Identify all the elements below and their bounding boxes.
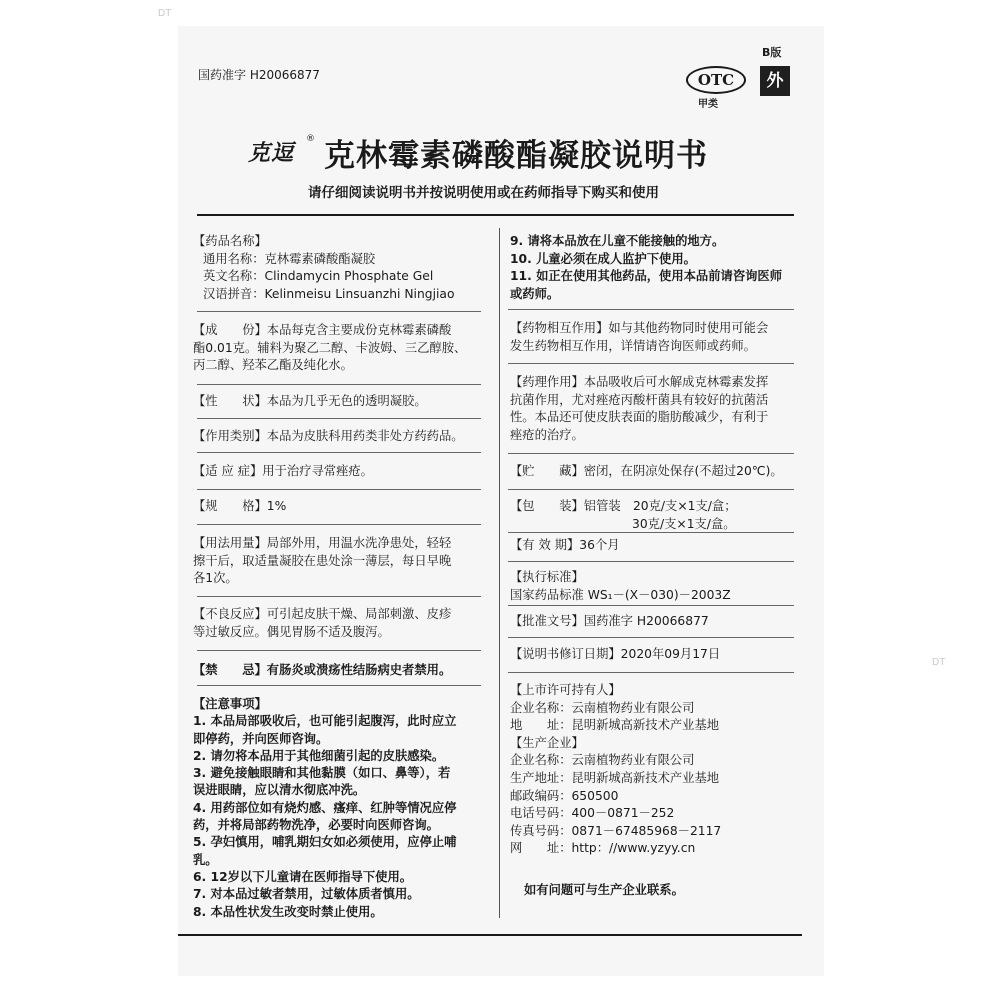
indication-section	[193, 463, 485, 481]
precaution-line: 5. 孕妇慎用，哺乳期妇女如必须使用，应停止哺	[193, 835, 457, 850]
spec-section	[193, 498, 485, 516]
precaution-line: 4. 用药部位如有烧灼感、瘙痒、红肿等情况应停	[193, 800, 457, 815]
watermark: DT	[158, 8, 172, 19]
validity-text: 【有 效 期】36个月	[510, 538, 620, 552]
usage-section	[193, 535, 485, 588]
precaution-line: 或药师。	[510, 286, 560, 301]
contraindication-section	[193, 662, 485, 680]
pinyin-name: 汉语拼音：Kelinmeisu Linsuanzhi Ningjiao	[203, 286, 455, 301]
package-section	[510, 498, 800, 533]
manufacturer-name: 企业名称：云南植物药业有限公司	[510, 753, 695, 768]
precautions-section	[193, 696, 485, 921]
package-text: 【包 装】铝管装 20克/支×1支/盒；	[510, 499, 737, 513]
section-heading: 【上市许可持有人】	[510, 683, 621, 697]
precaution-line: 11. 如正在使用其他药品，使用本品前请咨询医师	[510, 269, 783, 283]
validity-section	[510, 537, 800, 555]
pharmacology-text: 抗菌作用，尤对痤疮丙酸杆菌具有较好的抗菌活	[510, 392, 769, 407]
external-use-mark: 外	[760, 66, 790, 96]
standard-text: 国家药品标准 WS₁－(X－030)－2003Z	[510, 587, 731, 602]
revision-section	[510, 646, 800, 664]
pharmacology-text: 【药理作用】本品吸收后可水解成克林霉素发挥	[510, 375, 769, 389]
english-name: 英文名称：Clindamycin Phosphate Gel	[203, 269, 434, 283]
section-rule	[197, 650, 481, 651]
interactions-text: 【药物相互作用】如与其他药物同时使用可能会	[510, 321, 769, 335]
pharmacology-section	[510, 374, 800, 444]
storage-text: 【贮 藏】密闭，在阴凉处保存(不超过20℃)。	[510, 464, 783, 478]
approval-number-header: 国药准字 H20066877	[198, 68, 320, 82]
composition-text: 酯0.01克。辅料为聚乙二醇、卡波姆、三乙醇胺、	[193, 340, 467, 355]
section-rule	[197, 452, 481, 453]
precaution-line: 6. 12岁以下儿童请在医师指导下使用。	[193, 869, 413, 884]
drug-name-section	[193, 233, 485, 303]
pharmacology-text: 痤疮的治疗。	[510, 427, 584, 442]
precaution-line: 8. 本品性状发生改变时禁止使用。	[193, 904, 383, 919]
adverse-text: 【不良反应】可引起皮肤干燥、局部刺激、皮疹	[193, 607, 452, 621]
interactions-section	[510, 320, 800, 355]
section-rule	[508, 489, 794, 490]
section-rule	[508, 561, 794, 562]
generic-name: 通用名称：克林霉素磷酸酯凝胶	[203, 251, 376, 266]
section-rule	[197, 418, 481, 419]
indication-text: 【适 应 症】用于治疗寻常痤疮。	[193, 464, 373, 478]
spec-text: 【规 格】1%	[193, 499, 287, 513]
section-rule	[197, 384, 481, 385]
manufacturer-address: 生产地址：昆明新城高新技术产业基地	[510, 770, 720, 785]
approval-text: 【批准文号】国药准字 H20066877	[510, 614, 709, 628]
header-rule	[197, 214, 794, 216]
usage-text: 擦干后，取适量凝胶在患处涂一薄层，每日早晚	[193, 553, 452, 568]
holder-address: 地 址：昆明新城高新技术产业基地	[510, 718, 720, 733]
document-subtitle: 请仔细阅读说明书并按说明使用或在药师指导下购买和使用	[308, 185, 659, 201]
website: 网 址：http：//www.yzyy.cn	[510, 841, 696, 856]
precaution-line: 药，并将局部药物洗净，必要时向医师咨询。	[193, 818, 439, 833]
precaution-line: 即停药，并向医师咨询。	[193, 731, 329, 746]
section-rule	[508, 309, 794, 310]
fax-number: 传真号码：0871－67485968－2117	[510, 823, 722, 838]
contraindication-text: 【禁 忌】有肠炎或溃疡性结肠病史者禁用。	[193, 663, 452, 677]
column-divider	[499, 228, 500, 918]
brand-logo: 克逗	[248, 141, 295, 166]
section-rule	[508, 637, 794, 638]
footer-rule	[178, 934, 802, 936]
phone-number: 电话号码：400－0871－252	[510, 806, 675, 821]
precaution-line: 2. 请勿将本品用于其他细菌引起的皮肤感染。	[193, 748, 445, 763]
section-rule	[197, 489, 481, 490]
adverse-section	[193, 606, 485, 641]
contact-note: 如有问题可与生产企业联系。	[524, 883, 684, 897]
storage-section	[510, 463, 800, 481]
company-section	[510, 682, 800, 858]
category-section	[193, 428, 485, 446]
precaution-line: 误进眼睛，应以清水彻底冲洗。	[193, 783, 366, 798]
precaution-line: 1. 本品局部吸收后，也可能引起腹泻，此时应立	[193, 714, 457, 729]
adverse-text: 等过敏反应。偶见胃肠不适及腹泻。	[193, 624, 390, 639]
composition-text: 【成 份】本品每克含主要成份克林霉素磷酸	[193, 323, 452, 337]
precaution-line: 乳。	[193, 852, 218, 867]
section-rule	[197, 524, 481, 525]
character-text: 【性 状】本品为几乎无色的透明凝胶。	[193, 394, 427, 408]
precaution-line: 7. 对本品过敏者禁用，过敏体质者慎用。	[193, 887, 420, 902]
section-heading: 【药品名称】	[193, 234, 267, 248]
section-heading: 【生产企业】	[510, 735, 584, 750]
revision-text: 【说明书修订日期】2020年09月17日	[510, 647, 721, 661]
document-title: 克林霉素磷酸酯凝胶说明书	[324, 138, 708, 174]
section-heading: 【注意事项】	[193, 697, 267, 711]
composition-section	[193, 322, 485, 375]
section-rule	[197, 596, 481, 597]
watermark: DT	[932, 657, 946, 668]
composition-text: 丙二醇、羟苯乙酯及纯化水。	[193, 358, 353, 372]
character-section	[193, 393, 485, 411]
precaution-line: 10. 儿童必须在成人监护下使用。	[510, 251, 696, 266]
holder-name: 企业名称：云南植物药业有限公司	[510, 700, 695, 715]
standard-section	[510, 569, 800, 604]
postal-code: 邮政编码：650500	[510, 788, 619, 803]
otc-class-label: 甲类	[698, 99, 718, 110]
section-rule	[508, 453, 794, 454]
section-rule	[197, 311, 481, 312]
section-rule	[508, 605, 794, 606]
section-rule	[197, 685, 481, 686]
package-text: 30克/支×1支/盒。	[632, 516, 736, 531]
pharmacology-text: 性。本品还可使皮肤表面的脂肪酸减少，有利于	[510, 410, 769, 424]
section-heading: 【执行标准】	[510, 570, 584, 584]
approval-section	[510, 613, 800, 631]
interactions-text: 发生药物相互作用，详情请咨询医师或药师。	[510, 338, 756, 353]
usage-text: 【用法用量】局部外用，用温水洗净患处，轻轻	[193, 536, 452, 550]
section-rule	[508, 363, 794, 364]
precaution-line: 3. 避免接触眼睛和其他黏膜（如口、鼻等），若	[193, 766, 451, 781]
otc-logo: OTC	[686, 66, 746, 94]
precaution-line: 9. 请将本品放在儿童不能接触的地方。	[510, 234, 725, 248]
usage-text: 各1次。	[193, 571, 238, 585]
registered-mark: ®	[306, 134, 315, 144]
section-rule	[508, 672, 794, 673]
version-label: B版	[762, 46, 782, 59]
precautions-continued	[510, 233, 800, 303]
category-text: 【作用类别】本品为皮肤科用药类非处方药药品。	[193, 429, 464, 443]
